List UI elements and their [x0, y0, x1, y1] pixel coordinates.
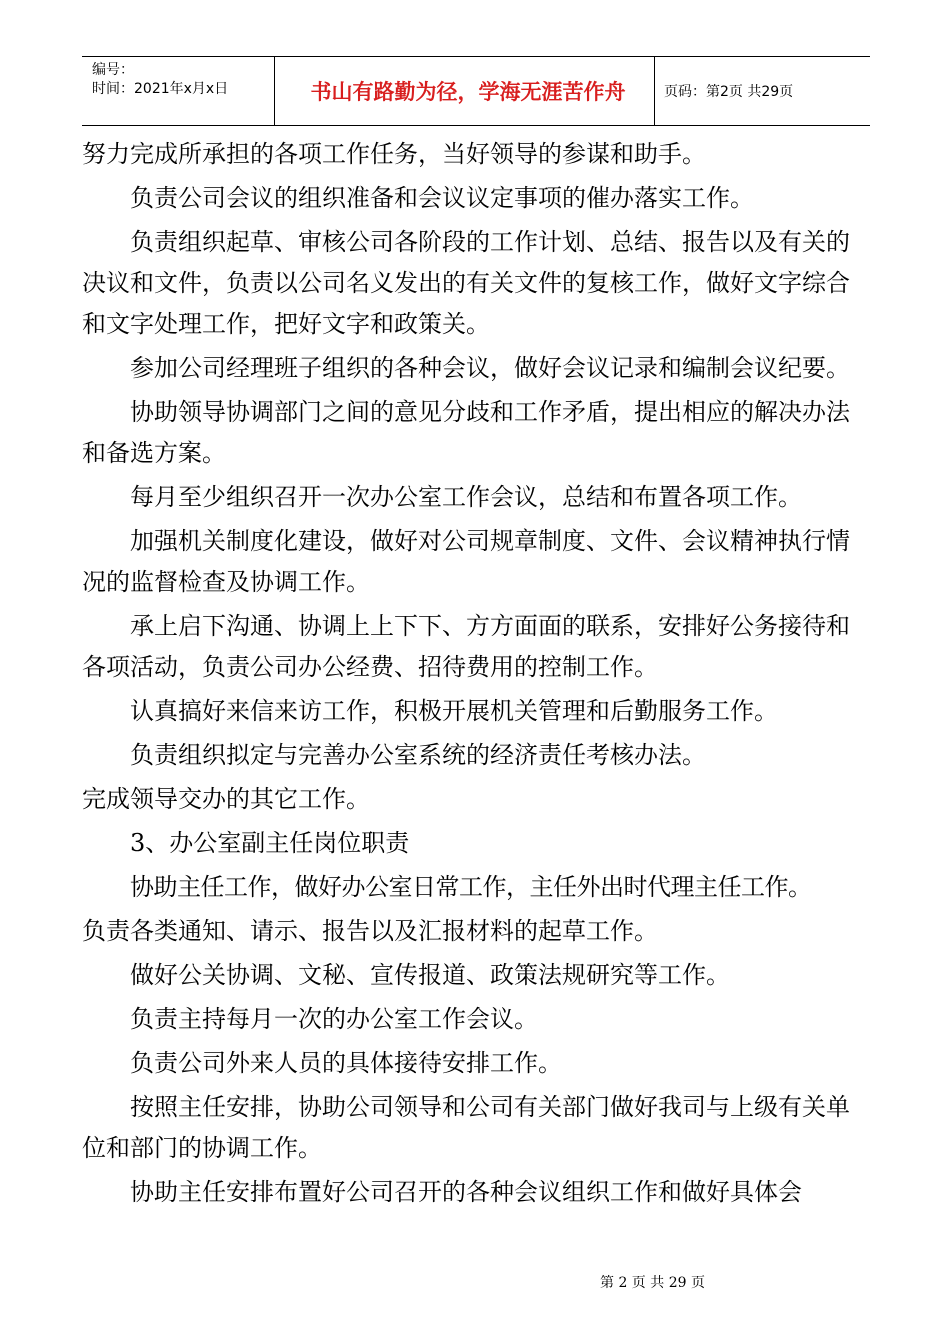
section-heading: 3、办公室副主任岗位职责	[130, 829, 410, 857]
header-motto: 书山有路勤为径，学海无涯苦作舟	[310, 80, 626, 104]
paragraph: 协助主任安排布置好公司召开的各种会议组织工作和做好具体会	[130, 1178, 802, 1206]
paragraph: 每月至少组织召开一次办公室工作会议，总结和布置各项工作。	[130, 483, 802, 511]
paragraph: 按照主任安排，协助公司领导和公司有关部门做好我司与上级有关单位和部门的协调工作。	[82, 1093, 850, 1162]
paragraph: 完成领导交办的其它工作。	[82, 785, 370, 813]
paragraph: 承上启下沟通、协调上上下下、方方面面的联系，安排好公务接待和各项活动，负责公司办公经费、招待费用的控制工作。	[82, 612, 850, 681]
header-page-info: 页码：第2页 共29页	[664, 84, 794, 100]
paragraph: 协助主任工作，做好办公室日常工作，主任外出时代理主任工作。	[130, 873, 812, 901]
paragraph: 负责组织拟定与完善办公室系统的经济责任考核办法。	[130, 741, 706, 769]
number-label: 编号：	[92, 62, 134, 78]
paragraph: 协助领导协调部门之间的意见分歧和工作矛盾，提出相应的解决办法和备选方案。	[82, 398, 850, 467]
paragraph: 负责公司外来人员的具体接待安排工作。	[130, 1049, 562, 1077]
paragraph: 努力完成所承担的各项工作任务，当好领导的参谋和助手。	[82, 140, 706, 168]
paragraph: 参加公司经理班子组织的各种会议，做好会议记录和编制会议纪要。	[130, 354, 850, 382]
time-label: 时间：2021年x月x日	[92, 81, 229, 97]
paragraph: 做好公关协调、文秘、宣传报道、政策法规研究等工作。	[130, 961, 730, 989]
page-header	[82, 56, 870, 126]
paragraph: 负责公司会议的组织准备和会议议定事项的催办落实工作。	[130, 184, 754, 212]
paragraph: 负责组织起草、审核公司各阶段的工作计划、总结、报告以及有关的决议和文件，负责以公司名义发出的有关文件的复核工作，做好文字综合和文字处理工作，把好文字和政策关。	[82, 228, 850, 338]
paragraph: 负责主持每月一次的办公室工作会议。	[130, 1005, 538, 1033]
paragraph: 加强机关制度化建设，做好对公司规章制度、文件、会议精神执行情况的监督检查及协调工作。	[82, 527, 850, 596]
header-meta	[92, 61, 228, 99]
page-footer: 第 2 页 共 29 页	[600, 1275, 705, 1291]
header-divider	[654, 57, 655, 125]
paragraph: 认真搞好来信来访工作，积极开展机关管理和后勤服务工作。	[130, 697, 778, 725]
paragraph: 负责各类通知、请示、报告以及汇报材料的起草工作。	[82, 917, 658, 945]
document-body	[82, 134, 870, 1216]
header-divider	[274, 57, 275, 125]
